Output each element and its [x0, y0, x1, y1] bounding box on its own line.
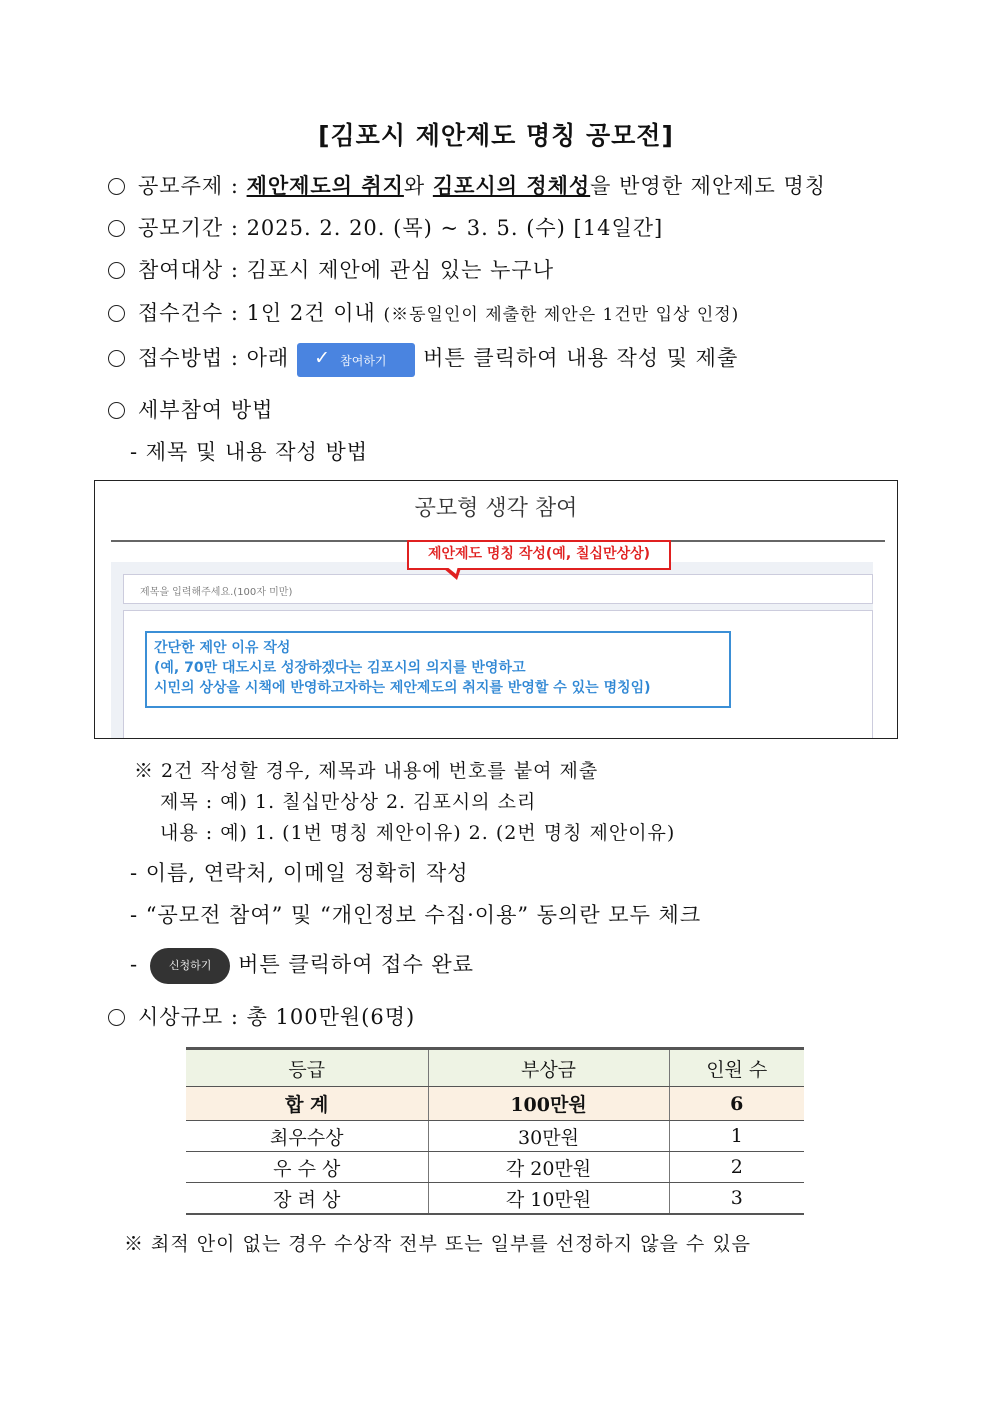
table-row: 최우수상 30만원 1 [186, 1121, 804, 1152]
circle-bullet-icon [108, 1009, 125, 1026]
sub-item-title-content: - 제목 및 내용 작성 방법 [130, 440, 369, 464]
item-target: 참여대상 : 김포시 제안에 관심 있는 누구나 [108, 254, 554, 284]
sub-item-consent: - “공모전 참여” 및 “개인정보 수집·이용” 동의란 모두 체크 [130, 903, 702, 927]
prize-table [186, 1047, 804, 1215]
blue-callout: 간단한 제안 이유 작성 (예, 70만 대도시로 성장하겠다는 김포시의 의지를 반영하고 시민의 상상을 시책에 반영하고자하는 제안제도의 취지를 반영할 수 있는 명칭임) [145, 631, 731, 708]
checkmark-icon: ✓ [314, 346, 332, 369]
note-content-example: 내용 : 예) 1. (1번 명칭 제안이유) 2. (2번 명칭 제안이유) [160, 822, 676, 844]
title-input[interactable] [123, 574, 873, 604]
note-two-entries: ※ 2건 작성할 경우, 제목과 내용에 번호를 붙여 제출 [134, 760, 599, 782]
apply-button[interactable]: 신청하기 [150, 948, 230, 984]
table-header: 등급 부상금 인원 수 [186, 1049, 804, 1087]
page-title: [김포시 제안제도 명칭 공모전] [318, 121, 674, 150]
item-theme: 공모주제 : 제안제도의 취지와 김포시의 정체성을 반영한 제안제도 명칭 [108, 170, 826, 200]
item-period: 공모기간 : 2025. 2. 20. (목) ~ 3. 5. (수) [14일간] [108, 212, 663, 242]
sub-item-apply: - 신청하기 버튼 클릭하여 접수 완료 [130, 948, 474, 984]
circle-bullet-icon [108, 402, 125, 419]
participate-button[interactable]: ✓ 참여하기 [297, 343, 415, 377]
circle-bullet-icon [108, 350, 125, 367]
callout-tail-inner [446, 566, 458, 574]
table-row: 장 려 상 각 10만원 3 [186, 1183, 804, 1215]
sub-item-contact: - 이름, 연락처, 이메일 정확히 작성 [130, 861, 469, 885]
circle-bullet-icon [108, 220, 125, 237]
form-mockup [94, 480, 898, 739]
table-row: 우 수 상 각 20만원 2 [186, 1152, 804, 1183]
item-method: 접수방법 : 아래 ✓ 참여하기 버튼 클릭하여 내용 작성 및 제출 [108, 342, 738, 377]
item-detail: 세부참여 방법 [108, 394, 273, 424]
item-count: 접수건수 : 1인 2건 이내 (※동일인이 제출한 제안은 1건만 입상 인정) [108, 297, 739, 327]
circle-bullet-icon [108, 178, 125, 195]
circle-bullet-icon [108, 262, 125, 279]
circle-bullet-icon [108, 305, 125, 322]
mockup-title: 공모형 생각 참여 [414, 496, 578, 521]
title-placeholder: 제목을 입력해주세요.(100자 미만) [140, 587, 293, 598]
table-row-total: 합 계 100만원 6 [186, 1087, 804, 1121]
note-title-example: 제목 : 예) 1. 칠십만상상 2. 김포시의 소리 [160, 791, 537, 813]
footer-note: ※ 최적 안이 없는 경우 수상작 전부 또는 일부를 선정하지 않을 수 있음 [124, 1233, 752, 1255]
red-callout: 제안제도 명칭 작성(예, 칠십만상상) [407, 540, 671, 570]
prize-heading: 시상규모 : 총 100만원(6명) [108, 1001, 415, 1031]
